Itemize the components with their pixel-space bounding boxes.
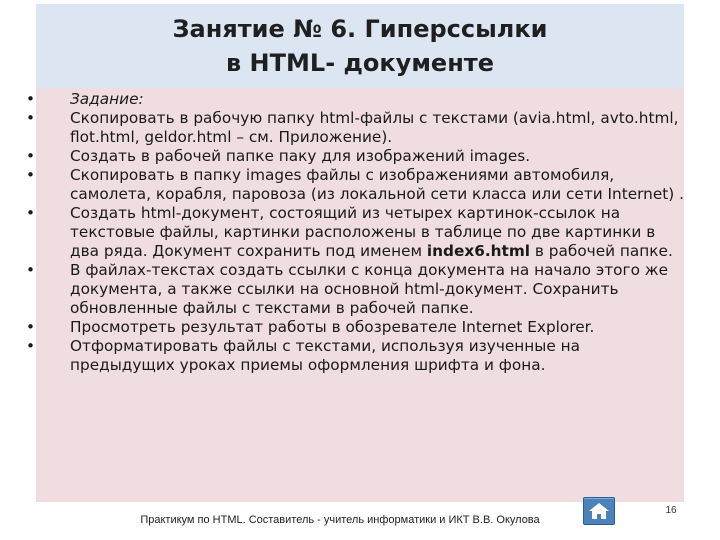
bullet-icon: • (26, 147, 36, 165)
bullet-icon: • (26, 337, 36, 355)
list-item: • Создать в рабочей папке паку для изображений images. (26, 147, 531, 165)
list-item: • В файлах-текстах создать ссылки с конца документа на начало этого же документа, а также ссылки на основной html-документ. Сохранить обновленные файлы с текстами в рабочей папке. (26, 261, 668, 317)
filename-bold: index6.html (426, 242, 531, 260)
list-item: • Скопировать в рабочую папку html-файлы с текстами (avia.html, avto.html, flot.html, geldor.html – см. Приложение). (26, 109, 679, 146)
bullet-icon: • (26, 166, 36, 184)
page-number: 16 (665, 505, 677, 516)
list-item: • Просмотреть результат работы в обозревателе Internet Explorer. (26, 318, 595, 336)
list-item: • Создать html-документ, состоящий из четырех картинок-ссылок на текстовые файлы, картинки расположены в таблице по две картинки в два ряда. Документ сохранить под именем index6.html в рабочей папке. (26, 204, 673, 260)
bullet-icon: • (26, 109, 36, 127)
bullet-icon: • (26, 90, 36, 108)
list-item: • Отформатировать файлы с текстами, используя изученные на предыдущих уроках приемы оформления шрифта и фона. (26, 337, 581, 374)
home-icon (584, 498, 614, 524)
slide-footer: Практикум по HTML. Составитель - учитель информатики и ИКТ В.В. Окулова (140, 514, 540, 526)
title-line-1: Занятие № 6. Гиперссылки (172, 15, 548, 43)
task-list (20, 90, 685, 375)
bullet-icon: • (26, 261, 36, 279)
bullet-icon: • (26, 204, 36, 222)
list-item: • Скопировать в папку images файлы с изображениями автомобиля, самолета, корабля, паровоза (из локальной сети класса или сети Internet) . (26, 166, 684, 203)
bullet-icon: • (26, 318, 36, 336)
home-button[interactable] (583, 497, 615, 525)
title-line-2: в HTML- документе (226, 49, 494, 77)
list-item-tail: в рабочей папке. (530, 242, 673, 260)
list-item: • Задание: (26, 90, 144, 108)
slide-title (36, 12, 684, 80)
